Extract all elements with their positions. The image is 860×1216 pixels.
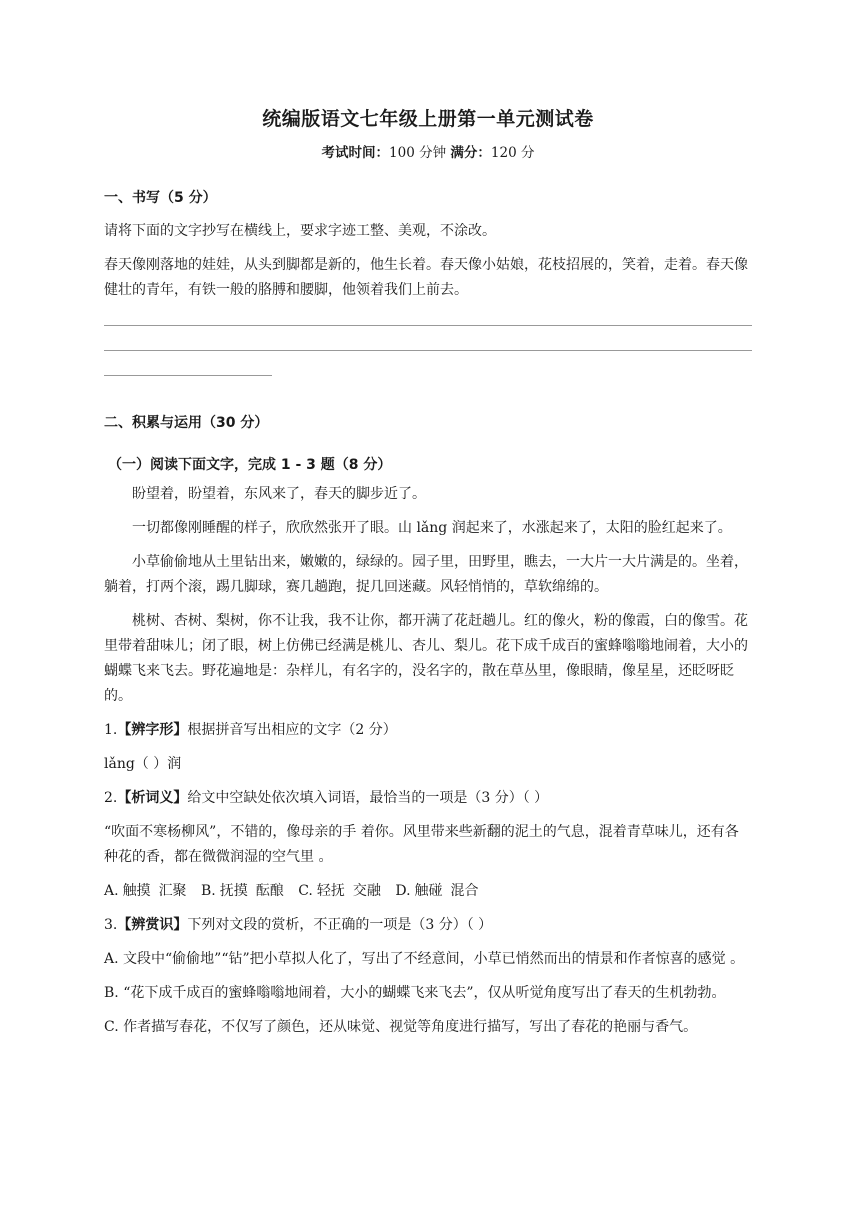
question-1-number: 1.: [104, 722, 118, 738]
question-3-option-a[interactable]: A. 文段中“偷偷地”“钻”把小草拟人化了，写出了不经意间，小草已悄然而出的情景和作者惊喜的感觉 。: [104, 951, 745, 967]
writing-line-3[interactable]: [104, 375, 272, 376]
question-3-text: 下列对文段的赏析，不正确的一项是（3 分）（ ）: [187, 917, 493, 933]
option-b[interactable]: B. 抚摸 酝酿: [201, 883, 284, 899]
writing-line-2[interactable]: [104, 350, 752, 351]
passage-paragraph: 小草偷偷地从土里钻出来，嫩嫩的，绿绿的。园子里，田野里，瞧去，一大片一大片满是的。坐着，躺着，打两个滚，踢几脚球，赛几趟跑，捉几回迷藏。风轻悄悄的，草软绵绵的。: [104, 554, 748, 595]
passage-paragraph: 桃树、杏树、梨树，你不让我，我不让你，都开满了花赶趟儿。红的像火，粉的像霞，白的像雪。花里带着甜味儿；闭了眼，树上仿佛已经满是桃儿、杏儿、梨儿。花下成千成百的蜜蜂嗡嗡地闹着，大小的蝴蝶飞来飞去。野花遍地是：杂样儿，有名字的，没名字的，散在草丛里，像眼睛，像星星，还眨呀眨的。: [104, 613, 748, 704]
section1-heading: 一、书写（5 分）: [104, 190, 217, 206]
exam-time-label: 考试时间：: [321, 145, 390, 161]
question-1: [104, 718, 752, 743]
section2-heading: 二、积累与运用（30 分）: [104, 415, 269, 431]
question-2: [104, 786, 752, 811]
question-1-text: 根据拼音写出相应的文字（2 分）: [187, 722, 397, 738]
question-2-quote: “吹面不寒杨柳风”，不错的，像母亲的手 着你。风里带来些新翻的泥土的气息，混着青草味儿，还有各种花的香，都在微微润湿的空气里 。: [104, 824, 739, 865]
passage-paragraph: 盼望着，盼望着，东风来了，春天的脚步近了。: [132, 486, 426, 502]
question-1-answer[interactable]: lǎng（ ）润: [104, 756, 182, 772]
full-score-value: 120 分: [490, 145, 535, 161]
question-3-number: 3.: [104, 917, 118, 933]
question-3-option-b[interactable]: B. “花下成千成百的蜜蜂嗡嗡地闹着，大小的蝴蝶飞来飞去”，仅从听觉角度写出了春天的生机勃勃。: [104, 985, 726, 1001]
full-score-label: 满分：: [450, 145, 491, 161]
question-2-text: 给文中空缺处依次填入词语，最恰当的一项是（3 分）（ ）: [187, 790, 549, 806]
question-2-tag: 【析词义】: [117, 790, 188, 806]
option-d[interactable]: D. 触碰 混合: [395, 883, 479, 899]
exam-info: [104, 141, 752, 161]
passage-paragraph: 一切都像刚睡醒的样子，欣欣然张开了眼。山 lǎng 润起来了，水涨起来了，太阳的脸红起来了。: [132, 520, 732, 536]
option-c[interactable]: C. 轻抚 交融: [298, 883, 381, 899]
question-3-option-c[interactable]: C. 作者描写春花，不仅写了颜色，还从味觉、视觉等角度进行描写，写出了春花的艳丽与香气。: [104, 1019, 698, 1035]
question-3-tag: 【辨赏识】: [117, 917, 188, 933]
question-1-tag: 【辨字形】: [117, 722, 188, 738]
exam-time-value: 100 分钟: [389, 145, 447, 161]
question-2-options: [104, 879, 752, 904]
section1-copy-text: 春天像刚落地的娃娃，从头到脚都是新的，他生长着。春天像小姑娘，花枝招展的，笑着，走着。春天像健壮的青年，有铁一般的胳膊和腰脚，他领着我们上前去。: [104, 257, 748, 298]
page-title: 统编版语文七年级上册第一单元测试卷: [262, 108, 594, 130]
writing-line-1[interactable]: [104, 325, 752, 326]
writing-lines: [104, 325, 752, 376]
question-3: [104, 913, 752, 938]
reading-sub-heading: （一）阅读下面文字，完成 1 - 3 题（8 分）: [108, 457, 392, 473]
option-a[interactable]: A. 触摸 汇聚: [104, 883, 187, 899]
question-2-number: 2.: [104, 790, 118, 806]
section1-instruction: 请将下面的文字抄写在横线上，要求字迹工整、美观，不涂改。: [104, 223, 496, 239]
